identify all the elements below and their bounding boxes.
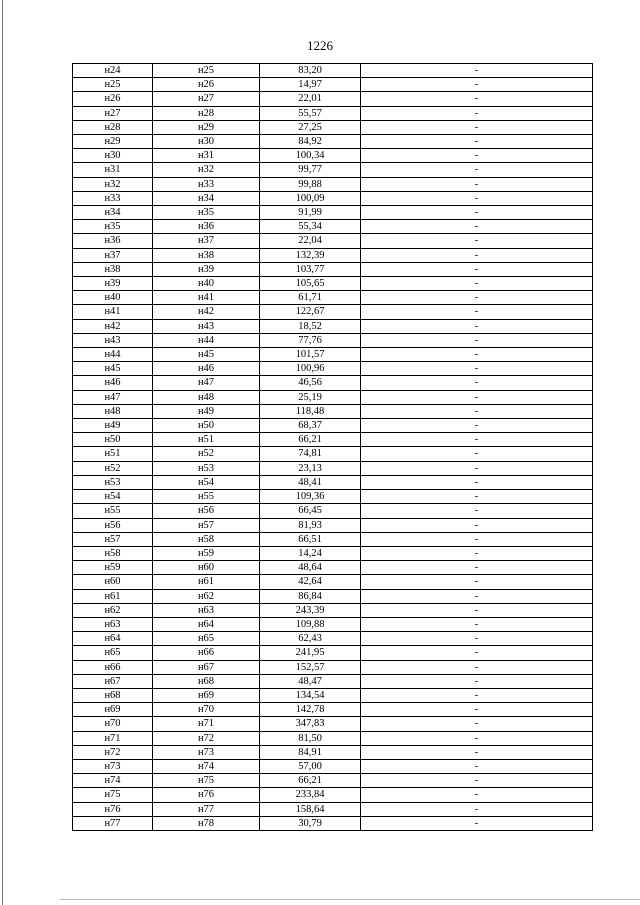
length-cell: 241,95 <box>260 646 361 660</box>
note-cell: - <box>361 632 593 646</box>
from-point-cell: н30 <box>73 149 153 163</box>
note-cell: - <box>361 759 593 773</box>
table-row <box>73 206 593 220</box>
note-cell: - <box>361 149 593 163</box>
table-row <box>73 376 593 390</box>
to-point-cell: н63 <box>153 603 260 617</box>
from-point-cell: н44 <box>73 348 153 362</box>
length-cell: 83,20 <box>260 64 361 78</box>
table-row <box>73 703 593 717</box>
from-point-cell: н73 <box>73 759 153 773</box>
table-row <box>73 660 593 674</box>
length-cell: 55,57 <box>260 106 361 120</box>
table-row <box>73 575 593 589</box>
to-point-cell: н39 <box>153 262 260 276</box>
from-point-cell: н49 <box>73 419 153 433</box>
to-point-cell: н64 <box>153 617 260 631</box>
length-cell: 74,81 <box>260 447 361 461</box>
note-cell: - <box>361 191 593 205</box>
from-point-cell: н40 <box>73 291 153 305</box>
table-row <box>73 234 593 248</box>
to-point-cell: н50 <box>153 419 260 433</box>
length-cell: 134,54 <box>260 688 361 702</box>
note-cell: - <box>361 674 593 688</box>
from-point-cell: н26 <box>73 92 153 106</box>
table-row <box>73 646 593 660</box>
to-point-cell: н31 <box>153 149 260 163</box>
from-point-cell: н50 <box>73 433 153 447</box>
to-point-cell: н48 <box>153 390 260 404</box>
length-cell: 66,45 <box>260 504 361 518</box>
table-row <box>73 788 593 802</box>
length-cell: 109,36 <box>260 490 361 504</box>
from-point-cell: н60 <box>73 575 153 589</box>
to-point-cell: н72 <box>153 731 260 745</box>
note-cell: - <box>361 731 593 745</box>
note-cell: - <box>361 234 593 248</box>
page-edge-bottom <box>60 899 640 900</box>
note-cell: - <box>361 532 593 546</box>
to-point-cell: н32 <box>153 163 260 177</box>
note-cell: - <box>361 646 593 660</box>
from-point-cell: н61 <box>73 589 153 603</box>
from-point-cell: н77 <box>73 816 153 830</box>
length-cell: 86,84 <box>260 589 361 603</box>
to-point-cell: н76 <box>153 788 260 802</box>
length-cell: 22,01 <box>260 92 361 106</box>
length-cell: 66,51 <box>260 532 361 546</box>
length-cell: 66,21 <box>260 433 361 447</box>
table-row <box>73 348 593 362</box>
to-point-cell: н42 <box>153 305 260 319</box>
note-cell: - <box>361 277 593 291</box>
note-cell: - <box>361 177 593 191</box>
from-point-cell: н46 <box>73 376 153 390</box>
to-point-cell: н45 <box>153 348 260 362</box>
table-row <box>73 191 593 205</box>
table-row <box>73 461 593 475</box>
table-row <box>73 759 593 773</box>
length-cell: 132,39 <box>260 248 361 262</box>
note-cell: - <box>361 135 593 149</box>
table-row <box>73 333 593 347</box>
note-cell: - <box>361 404 593 418</box>
length-cell: 84,91 <box>260 745 361 759</box>
from-point-cell: н42 <box>73 319 153 333</box>
to-point-cell: н68 <box>153 674 260 688</box>
to-point-cell: н66 <box>153 646 260 660</box>
length-cell: 22,04 <box>260 234 361 248</box>
table-row <box>73 816 593 830</box>
from-point-cell: н68 <box>73 688 153 702</box>
table-row <box>73 774 593 788</box>
from-point-cell: н57 <box>73 532 153 546</box>
table-row <box>73 92 593 106</box>
to-point-cell: н41 <box>153 291 260 305</box>
to-point-cell: н49 <box>153 404 260 418</box>
length-cell: 347,83 <box>260 717 361 731</box>
length-cell: 103,77 <box>260 262 361 276</box>
from-point-cell: н71 <box>73 731 153 745</box>
length-cell: 77,76 <box>260 333 361 347</box>
page-edge-left <box>2 0 3 905</box>
from-point-cell: н25 <box>73 78 153 92</box>
table-row <box>73 220 593 234</box>
note-cell: - <box>361 688 593 702</box>
from-point-cell: н58 <box>73 546 153 560</box>
from-point-cell: н56 <box>73 518 153 532</box>
length-cell: 48,64 <box>260 561 361 575</box>
length-cell: 23,13 <box>260 461 361 475</box>
to-point-cell: н43 <box>153 319 260 333</box>
to-point-cell: н34 <box>153 191 260 205</box>
from-point-cell: н27 <box>73 106 153 120</box>
from-point-cell: н52 <box>73 461 153 475</box>
length-cell: 62,43 <box>260 632 361 646</box>
table-row <box>73 362 593 376</box>
to-point-cell: н67 <box>153 660 260 674</box>
note-cell: - <box>361 518 593 532</box>
note-cell: - <box>361 348 593 362</box>
from-point-cell: н43 <box>73 333 153 347</box>
to-point-cell: н55 <box>153 490 260 504</box>
note-cell: - <box>361 788 593 802</box>
table-row <box>73 617 593 631</box>
table-row <box>73 78 593 92</box>
table-row <box>73 135 593 149</box>
from-point-cell: н41 <box>73 305 153 319</box>
from-point-cell: н55 <box>73 504 153 518</box>
table-row <box>73 404 593 418</box>
from-point-cell: н69 <box>73 703 153 717</box>
note-cell: - <box>361 92 593 106</box>
length-cell: 233,84 <box>260 788 361 802</box>
table-row <box>73 447 593 461</box>
note-cell: - <box>361 475 593 489</box>
from-point-cell: н24 <box>73 64 153 78</box>
table-row <box>73 717 593 731</box>
from-point-cell: н35 <box>73 220 153 234</box>
table-row <box>73 120 593 134</box>
from-point-cell: н28 <box>73 120 153 134</box>
note-cell: - <box>361 546 593 560</box>
length-cell: 100,09 <box>260 191 361 205</box>
from-point-cell: н36 <box>73 234 153 248</box>
length-cell: 61,71 <box>260 291 361 305</box>
table-row <box>73 745 593 759</box>
length-cell: 68,37 <box>260 419 361 433</box>
length-cell: 18,52 <box>260 319 361 333</box>
to-point-cell: н62 <box>153 589 260 603</box>
note-cell: - <box>361 390 593 404</box>
note-cell: - <box>361 461 593 475</box>
table-row <box>73 248 593 262</box>
table-row <box>73 177 593 191</box>
length-cell: 109,88 <box>260 617 361 631</box>
from-point-cell: н38 <box>73 262 153 276</box>
length-cell: 42,64 <box>260 575 361 589</box>
from-point-cell: н31 <box>73 163 153 177</box>
length-cell: 91,99 <box>260 206 361 220</box>
from-point-cell: н59 <box>73 561 153 575</box>
table-row <box>73 64 593 78</box>
note-cell: - <box>361 589 593 603</box>
note-cell: - <box>361 703 593 717</box>
length-cell: 81,93 <box>260 518 361 532</box>
from-point-cell: н67 <box>73 674 153 688</box>
from-point-cell: н48 <box>73 404 153 418</box>
to-point-cell: н54 <box>153 475 260 489</box>
note-cell: - <box>361 64 593 78</box>
length-cell: 101,57 <box>260 348 361 362</box>
table-row <box>73 532 593 546</box>
length-cell: 27,25 <box>260 120 361 134</box>
from-point-cell: н32 <box>73 177 153 191</box>
note-cell: - <box>361 305 593 319</box>
length-cell: 99,88 <box>260 177 361 191</box>
to-point-cell: н71 <box>153 717 260 731</box>
to-point-cell: н58 <box>153 532 260 546</box>
note-cell: - <box>361 660 593 674</box>
to-point-cell: н57 <box>153 518 260 532</box>
from-point-cell: н53 <box>73 475 153 489</box>
table-row <box>73 674 593 688</box>
length-cell: 14,24 <box>260 546 361 560</box>
from-point-cell: н70 <box>73 717 153 731</box>
from-point-cell: н34 <box>73 206 153 220</box>
length-cell: 30,79 <box>260 816 361 830</box>
to-point-cell: н35 <box>153 206 260 220</box>
to-point-cell: н59 <box>153 546 260 560</box>
to-point-cell: н46 <box>153 362 260 376</box>
to-point-cell: н33 <box>153 177 260 191</box>
note-cell: - <box>361 561 593 575</box>
from-point-cell: н64 <box>73 632 153 646</box>
to-point-cell: н52 <box>153 447 260 461</box>
table-row <box>73 433 593 447</box>
to-point-cell: н30 <box>153 135 260 149</box>
table-row <box>73 305 593 319</box>
to-point-cell: н78 <box>153 816 260 830</box>
note-cell: - <box>361 745 593 759</box>
length-cell: 48,41 <box>260 475 361 489</box>
to-point-cell: н25 <box>153 64 260 78</box>
note-cell: - <box>361 490 593 504</box>
table-row <box>73 731 593 745</box>
table-row <box>73 802 593 816</box>
note-cell: - <box>361 362 593 376</box>
length-cell: 118,48 <box>260 404 361 418</box>
note-cell: - <box>361 120 593 134</box>
note-cell: - <box>361 262 593 276</box>
from-point-cell: н72 <box>73 745 153 759</box>
table-body <box>73 64 593 831</box>
table-row <box>73 518 593 532</box>
note-cell: - <box>361 106 593 120</box>
length-cell: 55,34 <box>260 220 361 234</box>
table-row <box>73 688 593 702</box>
table-row <box>73 603 593 617</box>
length-cell: 46,56 <box>260 376 361 390</box>
note-cell: - <box>361 220 593 234</box>
note-cell: - <box>361 816 593 830</box>
length-cell: 66,21 <box>260 774 361 788</box>
to-point-cell: н40 <box>153 277 260 291</box>
note-cell: - <box>361 163 593 177</box>
length-cell: 99,77 <box>260 163 361 177</box>
table-row <box>73 589 593 603</box>
note-cell: - <box>361 575 593 589</box>
to-point-cell: н75 <box>153 774 260 788</box>
length-cell: 25,19 <box>260 390 361 404</box>
table-row <box>73 106 593 120</box>
length-cell: 152,57 <box>260 660 361 674</box>
from-point-cell: н62 <box>73 603 153 617</box>
from-point-cell: н45 <box>73 362 153 376</box>
table-row <box>73 262 593 276</box>
table-row <box>73 561 593 575</box>
table-row <box>73 475 593 489</box>
to-point-cell: н77 <box>153 802 260 816</box>
note-cell: - <box>361 447 593 461</box>
table-row <box>73 546 593 560</box>
length-cell: 105,65 <box>260 277 361 291</box>
table-row <box>73 149 593 163</box>
from-point-cell: н37 <box>73 248 153 262</box>
page-number: 1226 <box>307 38 333 53</box>
to-point-cell: н69 <box>153 688 260 702</box>
to-point-cell: н38 <box>153 248 260 262</box>
table-row <box>73 419 593 433</box>
note-cell: - <box>361 603 593 617</box>
from-point-cell: н75 <box>73 788 153 802</box>
length-cell: 122,67 <box>260 305 361 319</box>
length-cell: 84,92 <box>260 135 361 149</box>
to-point-cell: н56 <box>153 504 260 518</box>
table-row <box>73 319 593 333</box>
table-row <box>73 504 593 518</box>
to-point-cell: н27 <box>153 92 260 106</box>
note-cell: - <box>361 802 593 816</box>
note-cell: - <box>361 433 593 447</box>
from-point-cell: н39 <box>73 277 153 291</box>
to-point-cell: н70 <box>153 703 260 717</box>
note-cell: - <box>361 376 593 390</box>
from-point-cell: н66 <box>73 660 153 674</box>
note-cell: - <box>361 504 593 518</box>
to-point-cell: н60 <box>153 561 260 575</box>
length-cell: 14,97 <box>260 78 361 92</box>
table-row <box>73 277 593 291</box>
to-point-cell: н47 <box>153 376 260 390</box>
length-cell: 243,39 <box>260 603 361 617</box>
to-point-cell: н73 <box>153 745 260 759</box>
to-point-cell: н65 <box>153 632 260 646</box>
table-row <box>73 632 593 646</box>
from-point-cell: н65 <box>73 646 153 660</box>
note-cell: - <box>361 717 593 731</box>
table-row <box>73 490 593 504</box>
note-cell: - <box>361 774 593 788</box>
from-point-cell: н74 <box>73 774 153 788</box>
length-cell: 100,34 <box>260 149 361 163</box>
to-point-cell: н44 <box>153 333 260 347</box>
length-cell: 158,64 <box>260 802 361 816</box>
note-cell: - <box>361 78 593 92</box>
note-cell: - <box>361 419 593 433</box>
from-point-cell: н47 <box>73 390 153 404</box>
length-cell: 100,96 <box>260 362 361 376</box>
note-cell: - <box>361 206 593 220</box>
to-point-cell: н53 <box>153 461 260 475</box>
table-row <box>73 390 593 404</box>
length-cell: 81,50 <box>260 731 361 745</box>
length-cell: 57,00 <box>260 759 361 773</box>
length-cell: 142,78 <box>260 703 361 717</box>
table-row <box>73 163 593 177</box>
from-point-cell: н33 <box>73 191 153 205</box>
table-row <box>73 291 593 305</box>
from-point-cell: н63 <box>73 617 153 631</box>
to-point-cell: н51 <box>153 433 260 447</box>
note-cell: - <box>361 291 593 305</box>
boundary-table <box>72 63 593 831</box>
to-point-cell: н61 <box>153 575 260 589</box>
from-point-cell: н76 <box>73 802 153 816</box>
note-cell: - <box>361 333 593 347</box>
note-cell: - <box>361 617 593 631</box>
to-point-cell: н28 <box>153 106 260 120</box>
to-point-cell: н29 <box>153 120 260 134</box>
to-point-cell: н37 <box>153 234 260 248</box>
from-point-cell: н51 <box>73 447 153 461</box>
from-point-cell: н29 <box>73 135 153 149</box>
from-point-cell: н54 <box>73 490 153 504</box>
length-cell: 48,47 <box>260 674 361 688</box>
to-point-cell: н26 <box>153 78 260 92</box>
to-point-cell: н74 <box>153 759 260 773</box>
note-cell: - <box>361 319 593 333</box>
note-cell: - <box>361 248 593 262</box>
to-point-cell: н36 <box>153 220 260 234</box>
